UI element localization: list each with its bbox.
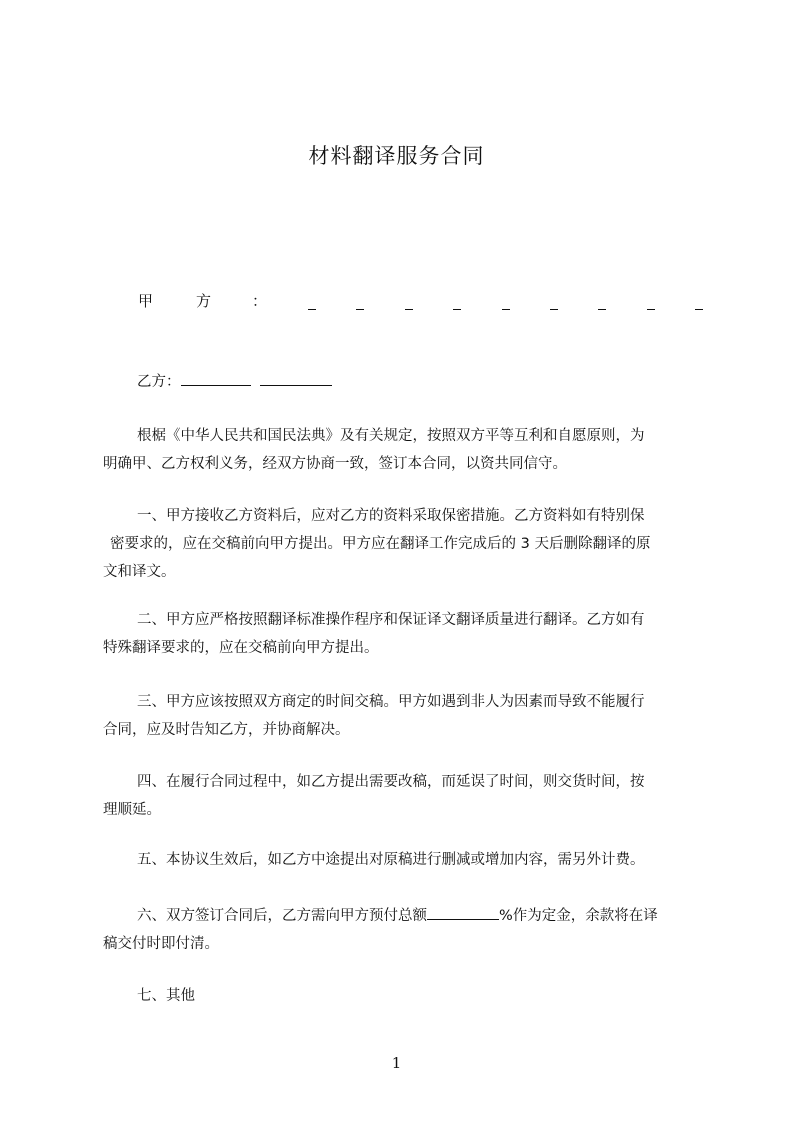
clause-2-line-1: 二、甲方应严格按照翻译标准操作程序和保证译文翻译质量进行翻译。乙方如有 [137, 612, 645, 628]
party-b-label: 乙方： [137, 374, 181, 390]
intro-paragraph [103, 422, 703, 478]
document-title: 材料翻译服务合同 [308, 144, 485, 168]
clause-3 [103, 688, 703, 744]
clause-1-line-2: 密要求的，应在交稿前向甲方提出。甲方应在翻译工作完成后的 3 天后删除翻译的原 [110, 536, 651, 552]
clause-3-line-1: 三、甲方应该按照双方商定的时间交稿。甲方如遇到非人为因素而导致不能履行 [137, 694, 645, 710]
party-b-blank-1 [181, 370, 251, 386]
clause-1-line-1: 一、甲方接收乙方资料后，应对乙方的资料采取保密措施。乙方资料如有特别保 [137, 508, 645, 524]
clause-6-line-1 [103, 902, 703, 930]
party-b-line [137, 370, 332, 391]
clause-4 [103, 768, 703, 824]
party-a-line [138, 290, 703, 314]
clause-7-line-1: 七、其他 [137, 988, 195, 1004]
party-a-colon: ： [252, 292, 268, 310]
party-a-label-1: 甲 [138, 292, 154, 310]
clause-7 [103, 982, 703, 1010]
party-a-blank [308, 290, 703, 310]
clause-3-line-2: 合同，应及时告知乙方，并协商解决。 [103, 722, 350, 738]
intro-line-2: 明确甲、乙方权利义务，经双方协商一致，签订本合同，以资共同信守。 [103, 456, 567, 472]
clause-6-text-b: %作为定金，余款将在译 [499, 908, 658, 924]
deposit-blank [427, 904, 499, 920]
clause-2-line-2: 特殊翻译要求的，应在交稿前向甲方提出。 [103, 640, 379, 656]
party-b-blank-2 [260, 370, 332, 386]
clause-2 [103, 606, 703, 662]
clause-6 [103, 902, 703, 958]
party-a-label-2: 方 [196, 292, 212, 310]
clause-6-text-a: 六、双方签订合同后，乙方需向甲方预付总额 [137, 908, 427, 924]
clause-6-line-2: 稿交付时即付清。 [103, 936, 219, 952]
clause-4-line-1: 四、在履行合同过程中，如乙方提出需要改稿，而延误了时间，则交货时间，按 [137, 774, 645, 790]
clause-1 [103, 502, 703, 586]
clause-4-line-2: 理顺延。 [103, 802, 161, 818]
clause-5 [103, 846, 703, 874]
clause-5-line-1: 五、本协议生效后，如乙方中途提出对原稿进行删减或增加内容，需另外计费。 [137, 852, 645, 868]
intro-line-1: 根椐《中华人民共和国民法典》及有关规定，按照双方平等互利和自愿原则，为 [137, 428, 645, 444]
page-number: 1 [391, 1054, 402, 1072]
clause-1-line-3: 文和译文。 [103, 564, 176, 580]
